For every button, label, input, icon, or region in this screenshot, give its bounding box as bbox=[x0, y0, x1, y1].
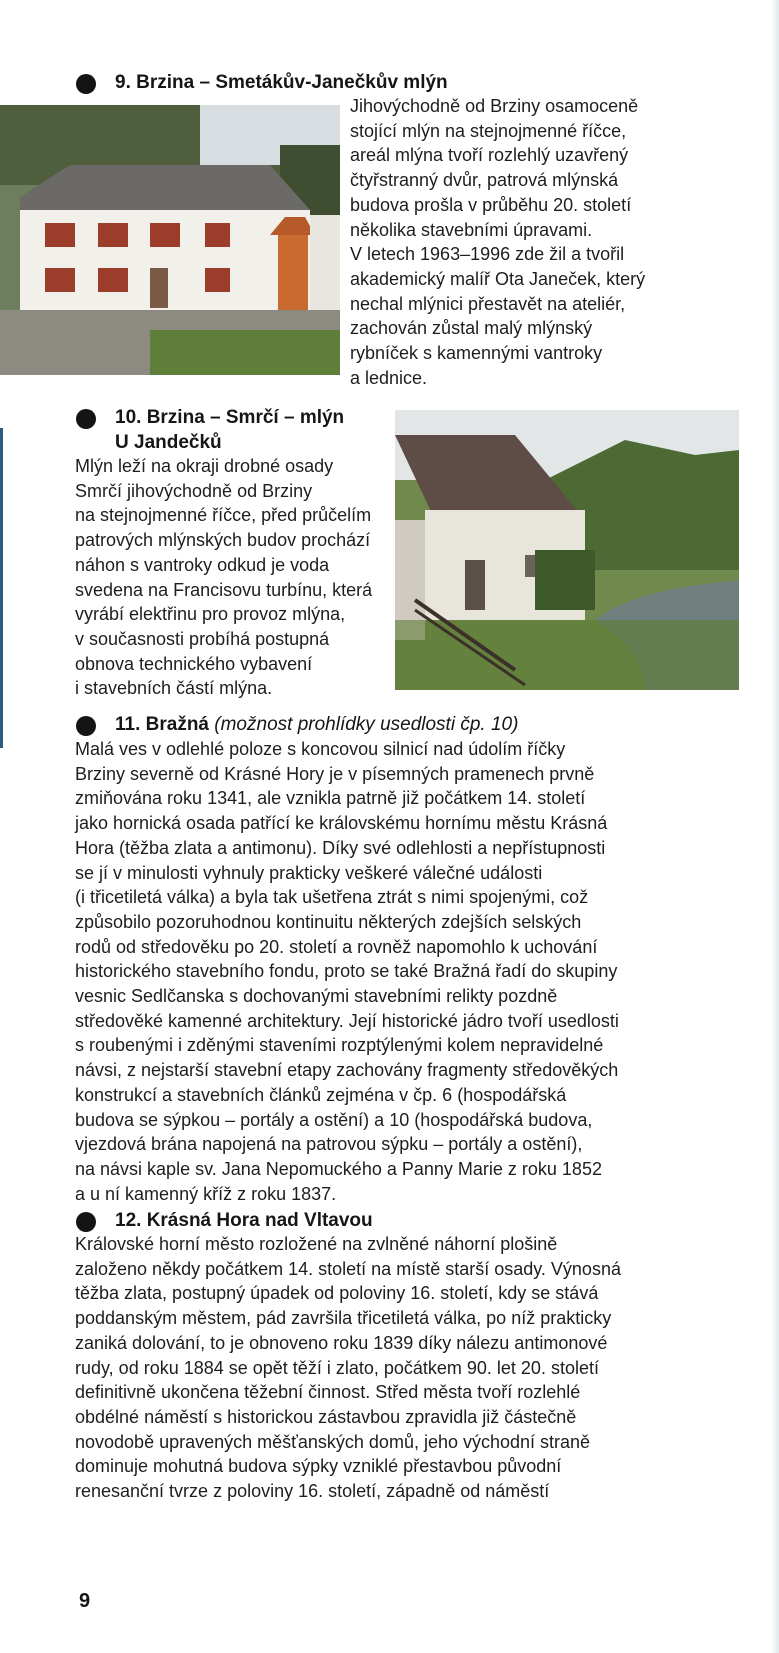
section-bullet bbox=[76, 1212, 96, 1232]
page-margin-rule bbox=[0, 428, 3, 748]
section-11-heading bbox=[115, 712, 518, 737]
section-11-text: Malá ves v odlehlé poloze s koncovou silnicí nad údolím říčky Brziny severně od Krásné Hory je v písemných pramenech prvně zmiňována roku 1341, ale vznikla patrně již počátkem 14. století jako hornická osada patřící ke královskému hornímu městu Krásná Hora (těžba zlata a antimonu). Díky své odlehlosti a nepřístupnosti se jí v minulosti vyhnuly prakticky veškeré válečné události (i třicetiletá válka) a byla tak ušetřena ztrát s nimi spojenými, což způsobilo pozoruhodnou kontinuitu některých zdejších selských rodů od středověku po 20. století a rovněž napomohlo k uchování historického stavebního fondu, proto se také Bražná řadí do skupiny vesnic Sedlčanska s dochovanými stavebními relikty pozdně středověké kamenné architektury. Její historické jádro tvoří usedlosti s roubenými i zděnými staveními rozptýlenými kolem nepravidelné návsi, z nejstarší stavební etapy zachovány fragmenty středověkých konstrukcí a stavebních článků zejména v čp. 6 (hospodářská budova se sýpkou – portály a ostění) a 10 (hospodářská budova, vjezdová brána napojená na patrovou sýpku – portály a ostění), na návsi kaple sv. Jana Nepomuckého a Panny Marie z roku 1852 a u ní kamenný kříž z roku 1837. bbox=[75, 739, 619, 1204]
mill-smetak-janecek-photo bbox=[0, 105, 340, 375]
section-10-text: Mlýn leží na okraji drobné osady Smrčí jihovýchodně od Brziny na stejnojmenné říčce, před průčelím patrových mlýnských budov prochází náhon s vantroky odkud je voda svedena na Francisovu turbínu, která vyrábí elektřinu pro provoz mlýna, v současnosti probíhá postupná obnova technického vybavení i stavebních částí mlýna. bbox=[75, 456, 373, 699]
section-bullet bbox=[76, 716, 96, 736]
section-bullet bbox=[76, 409, 96, 429]
section-12-heading: 12. Krásná Hora nad Vltavou bbox=[115, 1210, 373, 1231]
section-11-title: 11. Bražná bbox=[115, 714, 209, 735]
section-9-text: Jihovýchodně od Brziny osamoceně stojící mlýn na stejnojmenné říčce, areál mlýna tvoří rozlehlý uzavřený čtyřstranný dvůr, patrová mlýnská budova prošla v průběhu 20. století několika stavebními úpravami. V letech 1963–1996 zde žil a tvořil akademický malíř Ota Janeček, který nechal mlýnici přestavět na ateliér, zachován zůstal malý mlýnský rybníček s kamennými vantroky a lednice. bbox=[350, 96, 646, 388]
page-edge-stripe bbox=[771, 0, 779, 1653]
section-bullet bbox=[76, 74, 96, 94]
section-9-heading: 9. Brzina – Smetákův-Janečkův mlýn bbox=[115, 72, 448, 93]
section-11-note: (možnost prohlídky usedlosti čp. 10) bbox=[214, 714, 519, 735]
mill-u-jandecku-photo bbox=[395, 410, 739, 690]
page-number: 9 bbox=[79, 1590, 91, 1612]
section-10-heading-line1: 10. Brzina – Smrčí – mlýn bbox=[115, 407, 345, 428]
section-12-text: Královské horní město rozložené na zvlněné náhorní plošině založeno někdy počátkem 14. století na místě starší osady. Výnosná těžba zlata, postupný úpadek od poloviny 16. století, kdy se stává poddanským městem, pád završila třicetiletá válka, po níž prakticky zaniká dolování, to je obnoveno roku 1839 díky nálezu antimonové rudy, od roku 1884 se opět těží i zlato, počátkem 90. let 20. století definitivně ukončena těžební činnost. Střed města tvoří rozlehlé obdélné náměstí s historickou zástavbou zpravidla již částečně novodobě upravených měšťanských domů, jeho východní straně dominuje mohutná budova sýpky vzniklé přestavbou původní renesanční tvrze z poloviny 16. století, západně od náměstí bbox=[75, 1234, 621, 1502]
section-10-heading-line2: U Jandečků bbox=[115, 432, 222, 453]
